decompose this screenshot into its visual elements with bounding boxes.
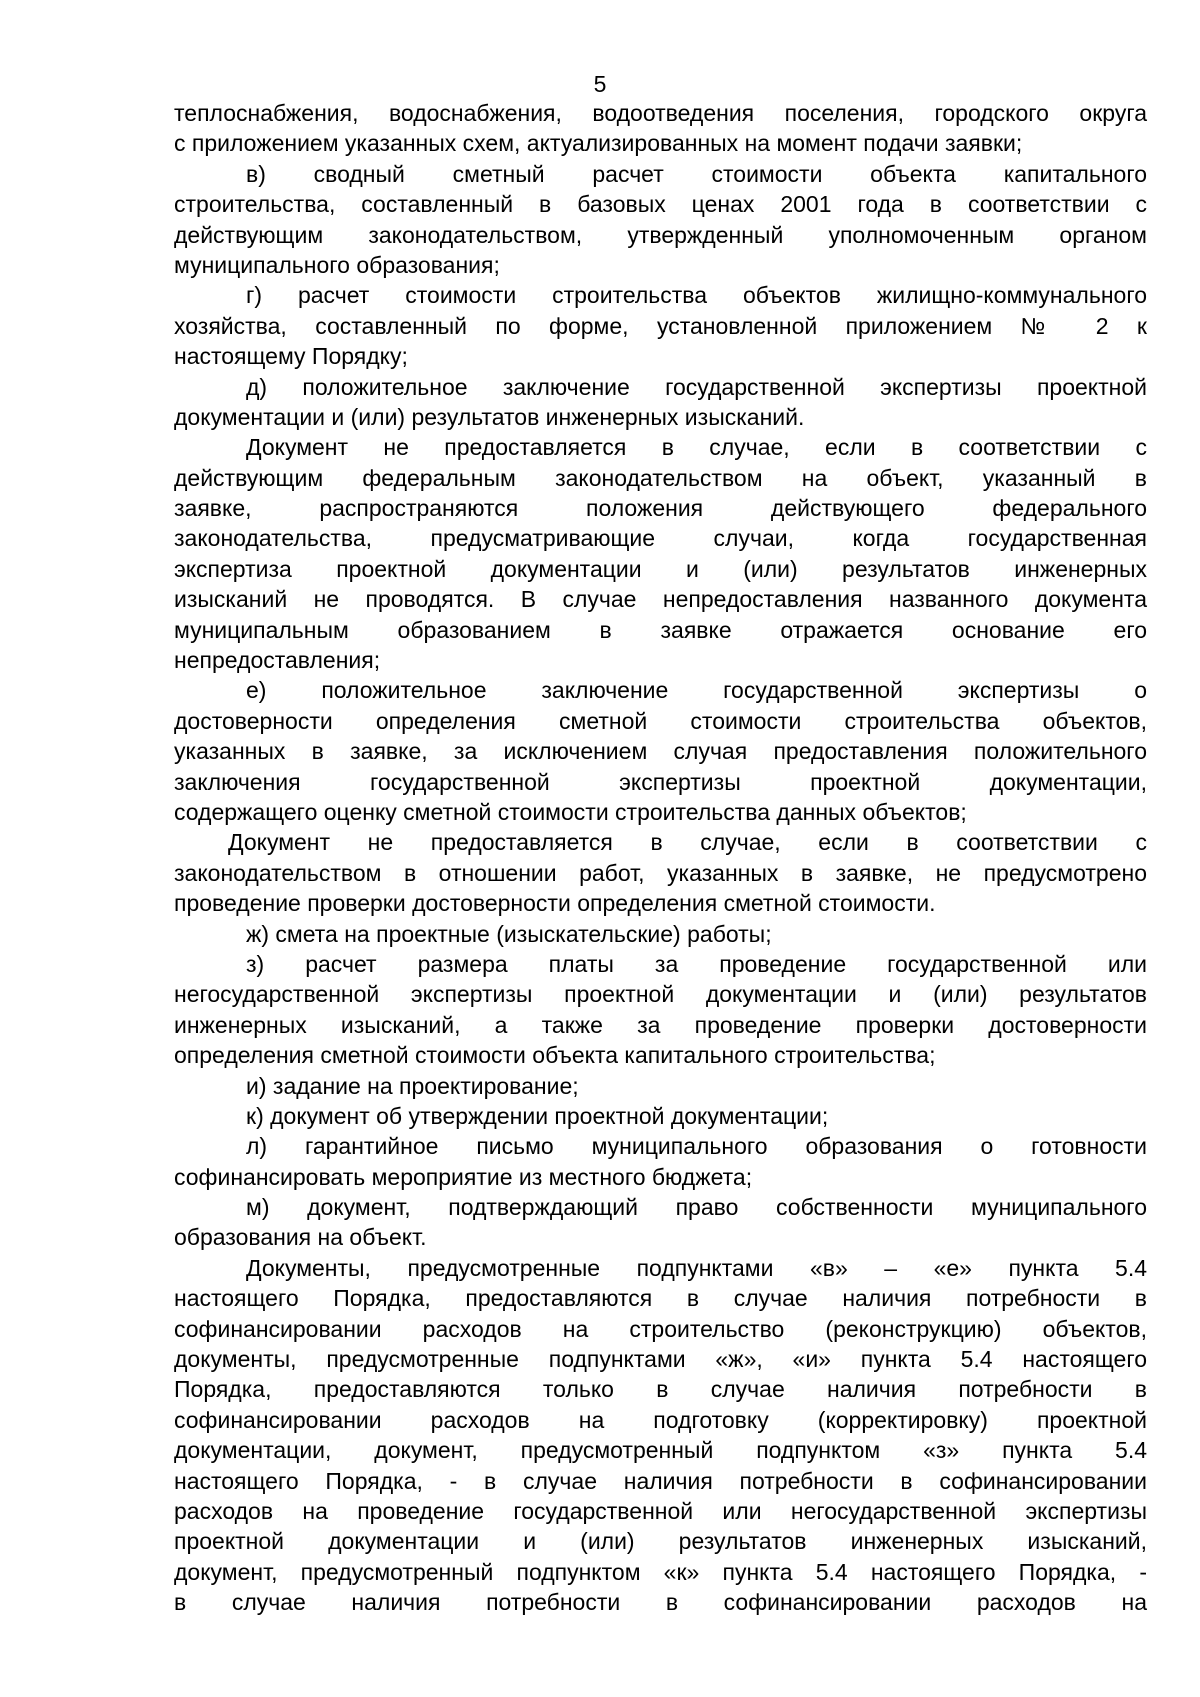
text-line: в случае наличия потребности в софинансировании расходов на [174, 1589, 1147, 1616]
text-line: документации и (или) результатов инженерных изысканий. [174, 403, 805, 430]
list-item-m: м) документ, подтверждающий право собственности муниципального [246, 1194, 1147, 1221]
list-item-e: е) положительное заключение государственной экспертизы о [246, 677, 1147, 704]
paragraph-start: Документы, предусмотренные подпунктами «в» – «е» пункта 5.4 [246, 1254, 1147, 1281]
list-item-g: г) расчет стоимости строительства объектов жилищно-коммунального [246, 282, 1147, 309]
text-line: непредоставления; [174, 647, 381, 674]
text-line: настоящего Порядка, предоставляются в случае наличия потребности в [174, 1285, 1147, 1312]
text-line: документации, документ, предусмотренный подпунктом «з» пункта 5.4 [174, 1437, 1147, 1464]
text-line: экспертиза проектной документации и (или) результатов инженерных [174, 555, 1147, 582]
document-text [174, 98, 1147, 1618]
text-line: образования на объект. [174, 1224, 427, 1251]
page-number: 5 [593, 71, 607, 97]
text-line: теплоснабжения, водоснабжения, водоотведения поселения, городского округа [174, 100, 1147, 126]
text-line: законодательством в отношении работ, указанных в заявке, не предусмотрено [174, 859, 1147, 886]
text-line: действующим федеральным законодательством на объект, указанный в [174, 464, 1147, 491]
text-line: настоящему Порядку; [174, 343, 408, 370]
text-line: документ, предусмотренный подпунктом «к» пункта 5.4 настоящего Порядка, - [174, 1558, 1147, 1585]
text-line: Порядка, предоставляются только в случае наличия потребности в [174, 1376, 1147, 1403]
text-line: проектной документации и (или) результатов инженерных изысканий, [174, 1528, 1147, 1555]
text-line: проведение проверки достоверности определения сметной стоимости. [174, 890, 936, 917]
list-item-v: в) сводный сметный расчет стоимости объекта капитального [246, 160, 1147, 187]
text-line: заявке, распространяются положения действующего федерального [174, 495, 1147, 522]
text-line: указанных в заявке, за исключением случая предоставления положительного [174, 738, 1147, 765]
text-line: настоящего Порядка, - в случае наличия потребности в софинансировании [174, 1467, 1147, 1494]
list-item-i: и) задание на проектирование; [246, 1072, 579, 1099]
list-item-z: з) расчет размера платы за проведение государственной или [246, 950, 1147, 977]
text-line: расходов на проведение государственной или негосударственной экспертизы [174, 1497, 1147, 1524]
text-line: муниципального образования; [174, 251, 500, 278]
text-line: определения сметной стоимости объекта капитального строительства; [174, 1042, 936, 1069]
text-line: с приложением указанных схем, актуализированных на момент подачи заявки; [174, 130, 1023, 157]
text-line: достоверности определения сметной стоимости строительства объектов, [174, 707, 1147, 734]
text-line: софинансировании расходов на подготовку (корректировку) проектной [174, 1406, 1147, 1433]
text-line: изысканий не проводятся. В случае непредоставления названного документа [174, 586, 1147, 613]
text-line: муниципальным образованием в заявке отражается основание его [174, 616, 1147, 643]
text-line: содержащего оценку сметной стоимости строительства данных объектов; [174, 798, 967, 825]
paragraph-start: Документ не предоставляется в случае, если в соответствии с [246, 434, 1147, 461]
text-line: действующим законодательством, утвержденный уполномоченным органом [174, 221, 1147, 248]
text-line: софинансировать мероприятие из местного бюджета; [174, 1163, 753, 1190]
text-line: инженерных изысканий, а также за проведение проверки достоверности [174, 1011, 1147, 1038]
list-item-zh: ж) смета на проектные (изыскательские) работы; [246, 920, 772, 947]
list-item-d: д) положительное заключение государственной экспертизы проектной [246, 373, 1147, 400]
text-line: хозяйства, составленный по форме, установленной приложением № 2 к [174, 312, 1147, 339]
list-item-l: л) гарантийное письмо муниципального образования о готовности [246, 1133, 1147, 1160]
paragraph-start: Документ не предоставляется в случае, если в соответствии с [228, 829, 1147, 856]
text-line: документы, предусмотренные подпунктами «ж», «и» пункта 5.4 настоящего [174, 1346, 1147, 1373]
text-line: заключения государственной экспертизы проектной документации, [174, 768, 1147, 795]
list-item-k: к) документ об утверждении проектной документации; [246, 1102, 829, 1129]
text-line: законодательства, предусматривающие случаи, когда государственная [174, 525, 1147, 552]
text-line: негосударственной экспертизы проектной документации и (или) результатов [174, 981, 1147, 1008]
text-line: софинансировании расходов на строительство (реконструкцию) объектов, [174, 1315, 1147, 1342]
text-line: строительства, составленный в базовых ценах 2001 года в соответствии с [174, 191, 1147, 218]
